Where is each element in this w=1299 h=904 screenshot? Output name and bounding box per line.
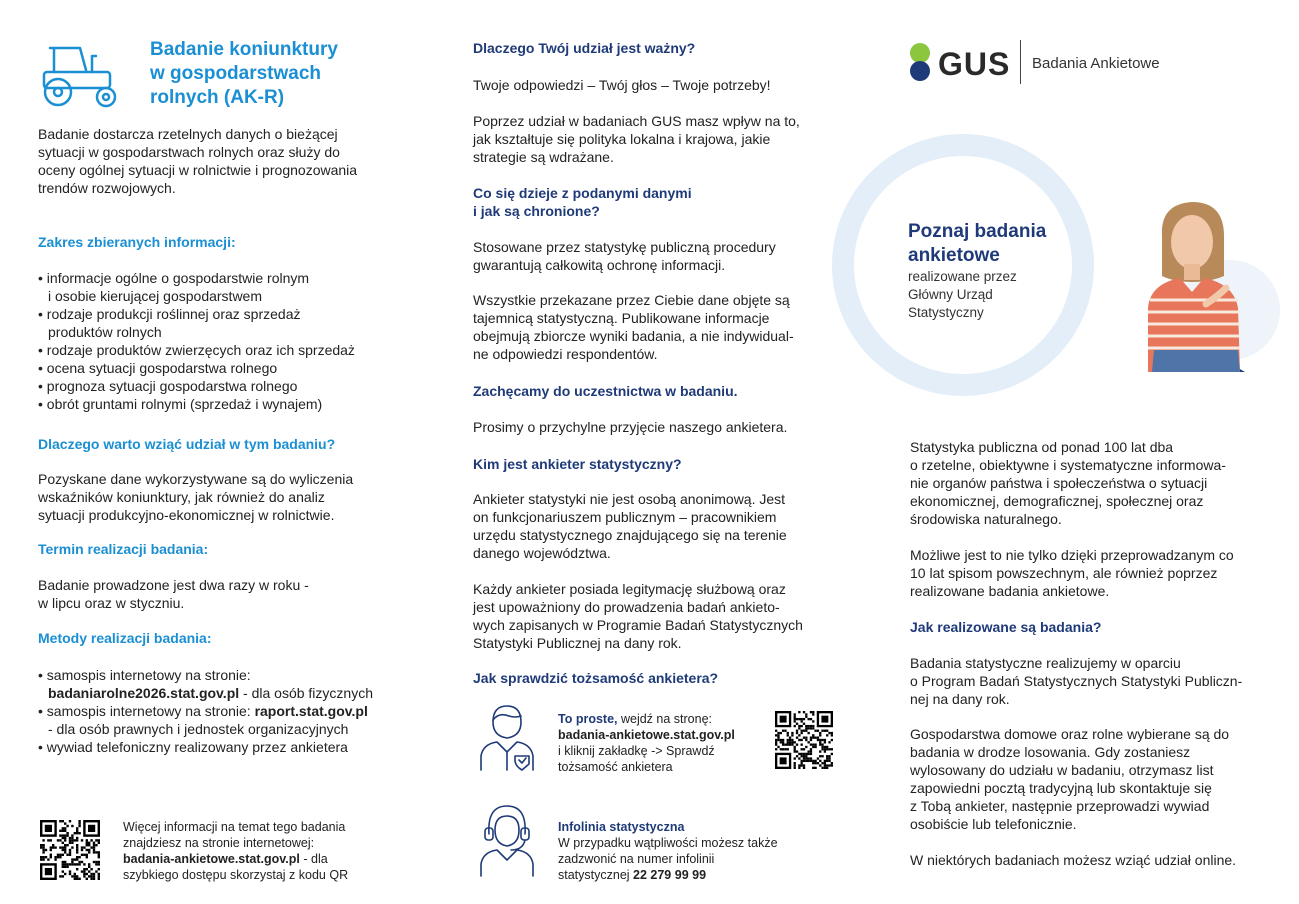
hotline-info: Infolinia statystyczna W przypadku wątpliwości możesz także zadzwonić na numer infolinii statystycznej 22 279 99 99 [558, 820, 778, 882]
online-text: W niektórych badaniach możesz wziąć udział online. [910, 852, 1237, 868]
tractor-icon [36, 42, 124, 110]
hero-title: Poznaj badania ankietowe [908, 221, 1047, 266]
survey-title: Badanie koniunktury w gospodarstwach rolnych (AK-R) [150, 39, 338, 108]
census-text: Możliwe jest to nie tylko dzięki przeprowadzanym co 10 lat spisom powszechnym, ale również poprzez realizowane badania ankietowe. [910, 547, 1234, 599]
scope-list [38, 269, 355, 413]
gus-logo-icon [902, 42, 938, 82]
interviewer-heading: Kim jest ankieter statystyczny? [473, 456, 682, 472]
encourage-heading: Zachęcamy do uczestnictwa w badaniu. [473, 383, 738, 399]
verify-info: To proste, wejdź na stronę: badania-ankietowe.stat.gov.pl i kliknij zakładkę -> Sprawdź tożsamość ankietera [558, 712, 735, 774]
interviewer-text: Ankieter statystyki nie jest osobą anonimową. Jest on funkcjonariuszem publicznym – pracownikiem urzędu statystycznego znajdującego się na terenie danego województwa. [473, 491, 787, 561]
list-item: • samospis internetowy na stronie: raport.stat.gov.pl - dla osób prawnych i jednostek organizacyjnych [38, 702, 428, 738]
list-item: • prognoza sytuacji gospodarstwa rolnego [38, 377, 355, 395]
interviewer-icon [473, 700, 543, 772]
term-text: Badanie prowadzone jest dwa razy w roku - w lipcu oraz w styczniu. [38, 577, 309, 611]
list-item: • rodzaje produkcji roślinnej oraz sprzedaż produktów rolnych [38, 305, 355, 341]
panel-cover [850, 0, 1299, 904]
logo-text: GUS [938, 46, 1011, 82]
verify-heading: Jak sprawdzić tożsamość ankietera? [473, 670, 719, 686]
list-item: • samospis internetowy na stronie: badaniarolne2026.stat.gov.pl - dla osób fizycznych [38, 666, 428, 702]
qr-code[interactable] [775, 711, 833, 769]
logo-divider [1020, 40, 1021, 84]
link-raport[interactable]: raport.stat.gov.pl [254, 703, 368, 719]
link-badania-ankietowe[interactable]: badania-ankietowe.stat.gov.pl [123, 852, 300, 866]
link-badaniarolne[interactable]: badaniarolne2026.stat.gov.pl [48, 685, 240, 701]
link-verify[interactable]: badania-ankietowe.stat.gov.pl [558, 728, 735, 742]
intro-text: Badanie dostarcza rzetelnych danych o bieżącej sytuacji w gospodarstwach rolnych oraz służy do oceny ogólnej sytuacji w rolnictwie i prognozowania trendów rozwojowych. [38, 126, 358, 196]
list-item: • ocena sytuacji gospodarstwa rolnego [38, 359, 355, 377]
logo-subtitle: Badania Ankietowe [1032, 55, 1160, 72]
secrecy-text: Wszystkie przekazane przez Ciebie dane objęte są tajemnicą statystyczną. Publikowane informacje obejmują zbiorcze wyniki badania, a nie indywidual- ne odpowiedzi respondentów. [473, 292, 794, 362]
sampling-text: Gospodarstwa domowe oraz rolne wybierane są do badania w drodze losowania. Gdy zostaniesz wylosowany do udziału w badaniu, otrzymasz list zapowiedni pocztą tradycyjną lub skontaktuje się z Tobą ankieter, następnie przeprowadzi wywiad osobiście lub telefonicznie. [910, 726, 1230, 832]
list-item: • obrót gruntami rolnymi (sprzedaż i wynajem) [38, 395, 355, 413]
panel-survey-info [0, 0, 430, 904]
why-text: Pozyskane dane wykorzystywane są do wyliczenia wskaźników koniunktury, jak również do analiz sytuacji produkcyjno-ekonomicznej w rolnictwie. [38, 471, 354, 523]
why-important-heading: Dlaczego Twój udział jest ważny? [473, 40, 696, 56]
panel-why-participate [430, 0, 850, 904]
list-item: • wywiad telefoniczny realizowany przez ankietera [38, 738, 428, 756]
term-heading: Termin realizacji badania: [38, 541, 209, 557]
methods-list [38, 666, 428, 756]
qr-code[interactable] [40, 820, 100, 880]
hero-subtitle: realizowane przez Główny Urząd Statystyczny [908, 269, 1017, 320]
program-text: Badania statystyczne realizujemy w oparciu o Program Badań Statystycznych Statystyki Publiczn- nej na dany rok. [910, 655, 1243, 707]
list-item: • rodzaje produktów zwierzęcych oraz ich sprzedaż [38, 341, 355, 359]
list-item: • informacje ogólne o gospodarstwie rolnym i osobie kierującej gospodarstwem [38, 269, 355, 305]
procedures-text: Stosowane przez statystykę publiczną procedury gwarantują całkowitą ochronę informacji. [473, 239, 776, 273]
id-card-text: Każdy ankieter posiada legitymację służbową oraz jest upoważniony do prowadzenia badań ankieto- wych zapisanych w Programie Badań Statystycznych Statystyki Publicznej na dany rok. [473, 581, 803, 651]
data-protection-heading: Co się dzieje z podanymi danymi i jak są chronione? [473, 185, 692, 219]
headset-icon [473, 802, 543, 878]
history-text: Statystyka publiczna od ponad 100 lat dba o rzetelne, obiektywne i systematyczne informowa- nie organów państwa i społeczeństwa o sytuacji ekonomicznej, demograficznej, społecznej oraz środowiska naturalnego. [910, 439, 1226, 527]
methods-heading: Metody realizacji badania: [38, 630, 212, 646]
footer-info: Więcej informacji na temat tego badania znajdziesz na stronie internetowej: badania-ankietowe.stat.gov.pl - dla szybkiego dostępu skorzystaj z kodu QR [123, 820, 349, 882]
voice-text: Twoje odpowiedzi – Twój głos – Twoje potrzeby! [473, 77, 771, 93]
welcome-text: Prosimy o przychylne przyjęcie naszego ankietera. [473, 419, 788, 435]
respondent-photo [1140, 196, 1252, 372]
influence-text: Poprzez udział w badaniach GUS masz wpływ na to, jak kształtuje się polityka lokalna i krajowa, jakie strategie są wdrażane. [473, 113, 800, 165]
scope-heading: Zakres zbieranych informacji: [38, 234, 236, 250]
hotline-number[interactable]: 22 279 99 99 [633, 868, 707, 882]
how-heading: Jak realizowane są badania? [910, 619, 1102, 635]
why-heading: Dlaczego warto wziąć udział w tym badaniu? [38, 436, 336, 452]
